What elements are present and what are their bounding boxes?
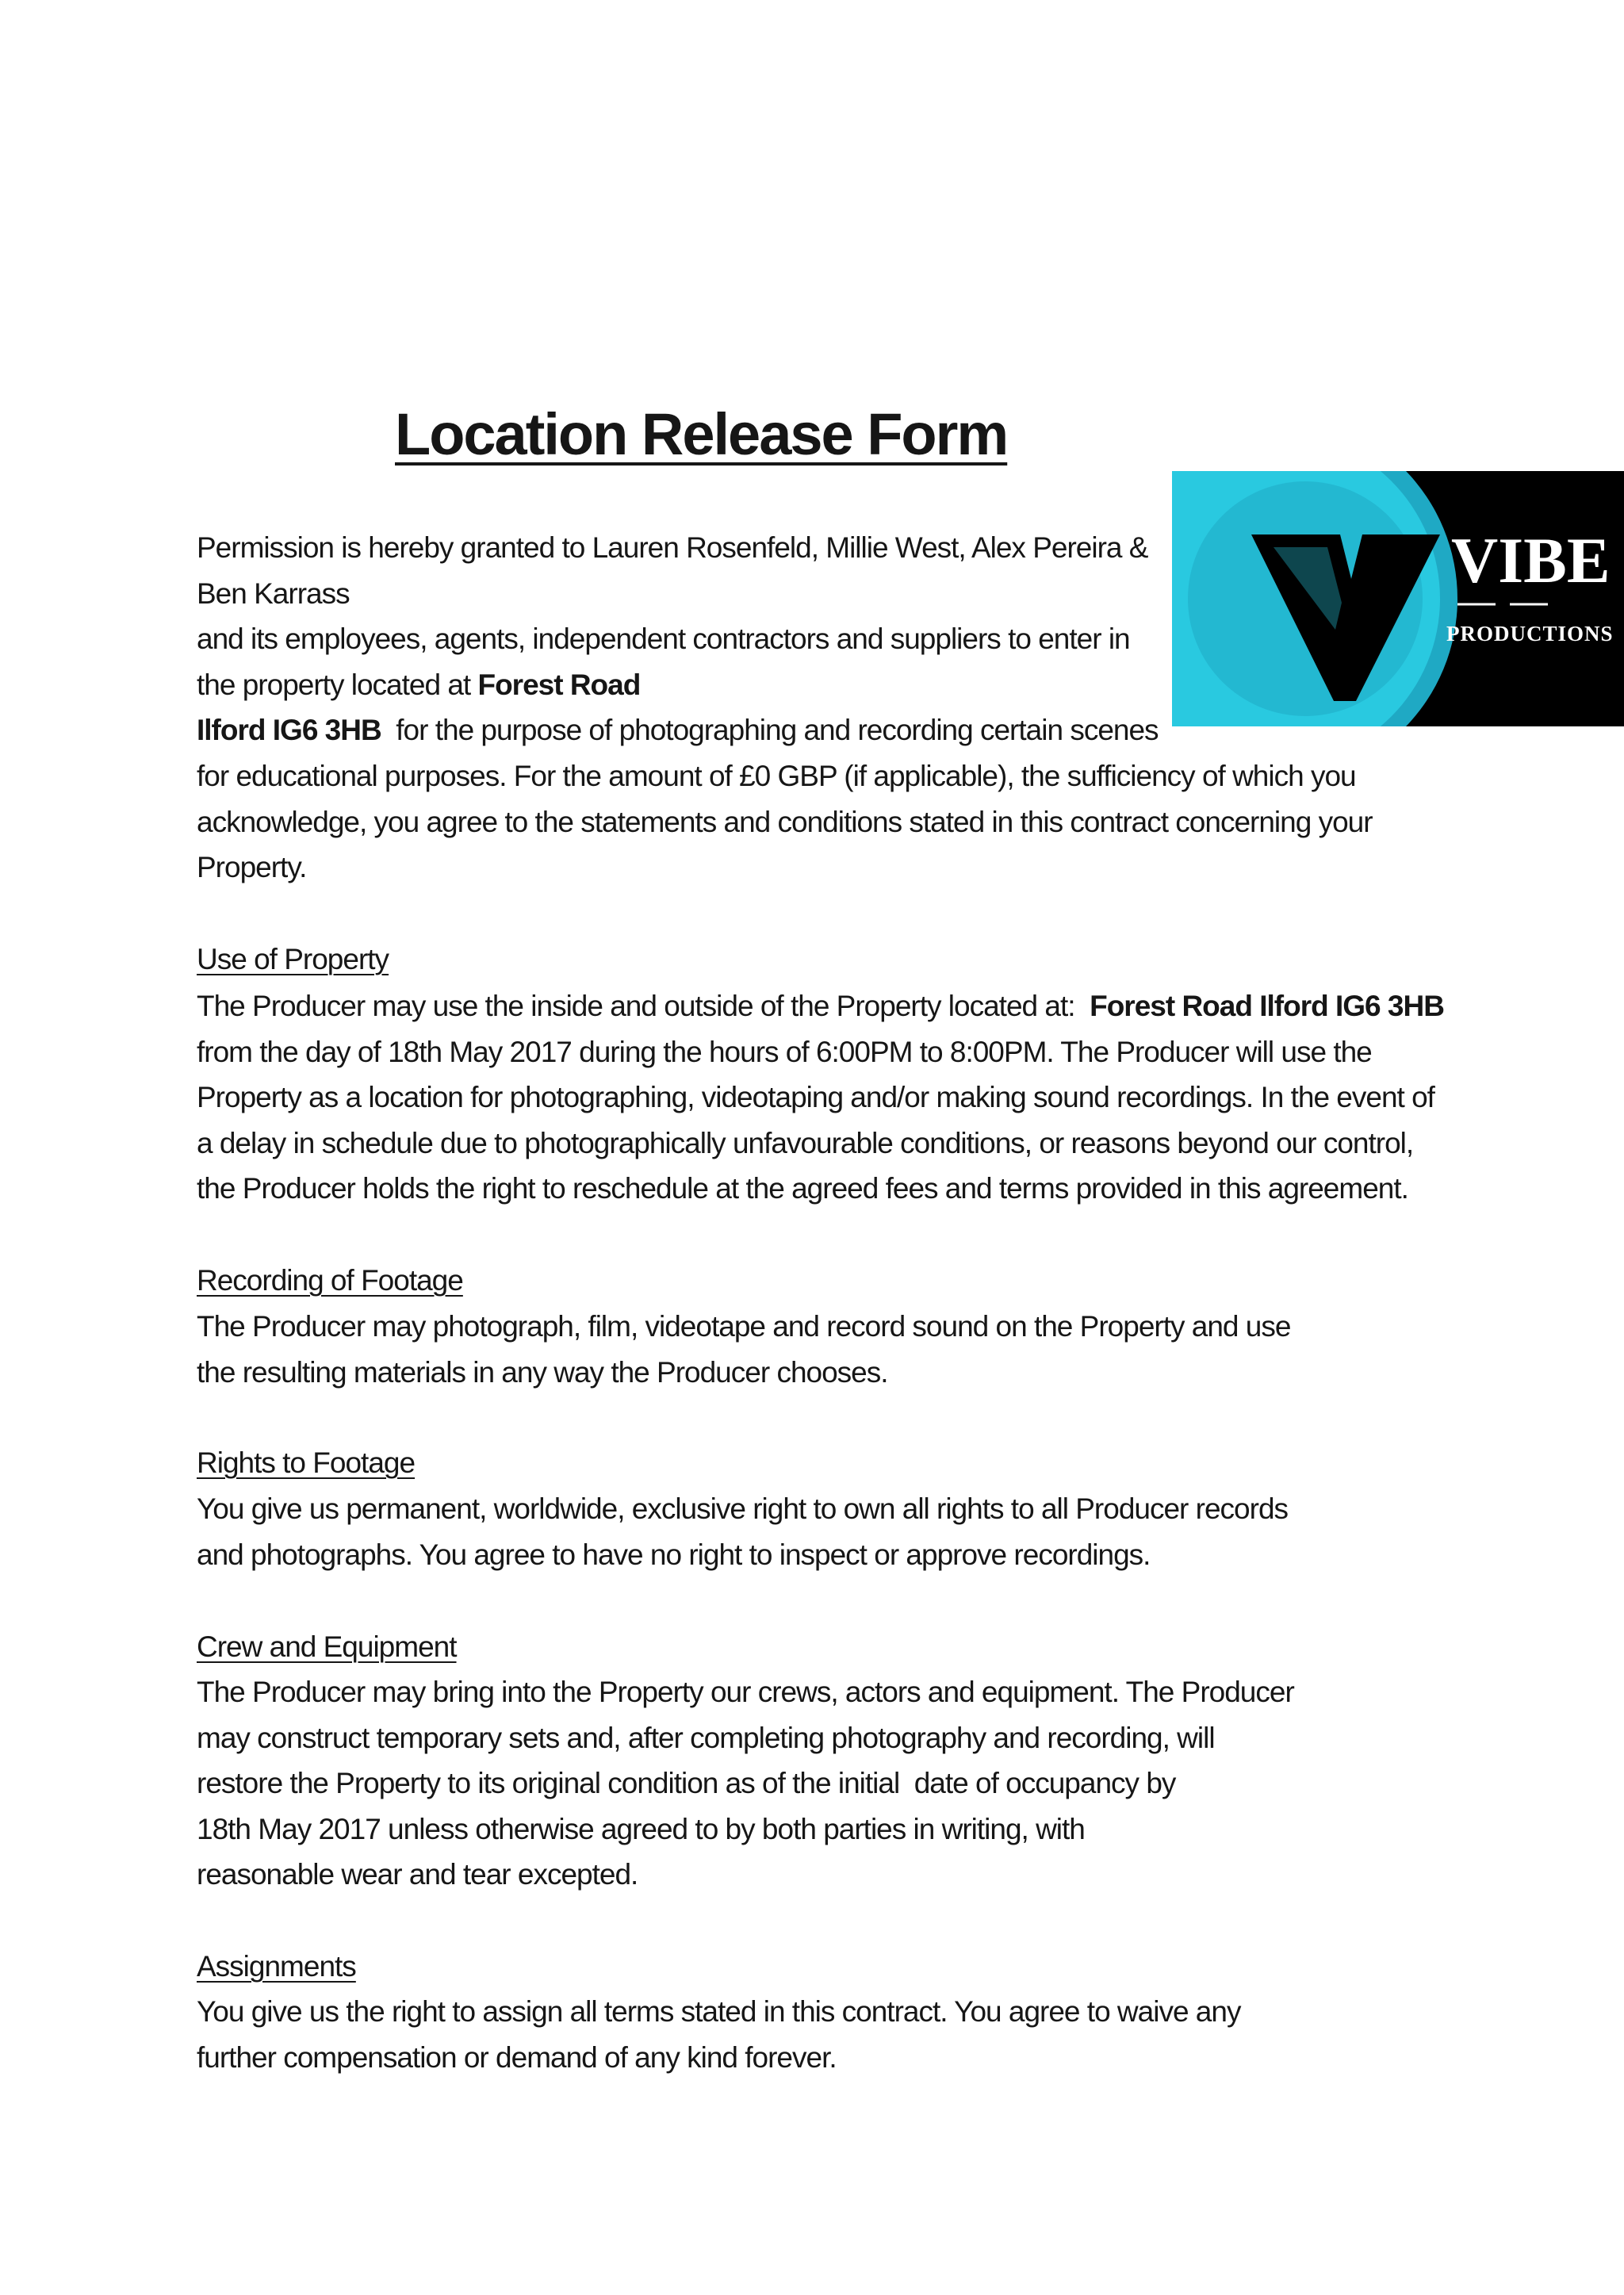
use-of-property-paragraph xyxy=(197,983,1444,1212)
intro-line xyxy=(197,707,1373,753)
intro-text: for the purpose of photographing and recording certain scenes xyxy=(381,714,1159,747)
intro-line: for educational purposes. For the amount of £0 GBP (if applicable), the sufficiency of which you xyxy=(197,759,1356,792)
paragraph-line: The Producer may bring into the Property our crews, actors and equipment. The Producer xyxy=(197,1676,1294,1708)
logo-tagline-text: PRODUCTIONS xyxy=(1446,622,1614,646)
paragraph-line: restore the Property to its original condition as of the initial date of occupancy by xyxy=(197,1767,1176,1800)
section-heading-use-of-property: Use of Property xyxy=(197,943,389,975)
paragraph-line: The Producer may photograph, film, videotape and record sound on the Property and use xyxy=(197,1310,1291,1343)
intro-line: acknowledge, you agree to the statements and conditions stated in this contract concerning your xyxy=(197,805,1373,838)
intro-text: the property located at xyxy=(197,668,478,701)
intro-line: Property. xyxy=(197,851,307,884)
section-heading-assignments: Assignments xyxy=(197,1950,356,1983)
section-heading-crew-and-equipment: Crew and Equipment xyxy=(197,1630,457,1663)
section-heading-rights-to-footage: Rights to Footage xyxy=(197,1446,416,1479)
address-bold: Ilford IG6 3HB xyxy=(197,714,381,747)
paragraph-line xyxy=(197,983,1444,1029)
intro-line: Permission is hereby granted to Lauren Rosenfeld, Millie West, Alex Pereira & xyxy=(197,531,1148,564)
paragraph-line: and photographs. You agree to have no right to inspect or approve recordings. xyxy=(197,1538,1151,1571)
paragraph-line: 18th May 2017 unless otherwise agreed to by both parties in writing, with xyxy=(197,1812,1085,1845)
logo-brand-text: VIBE xyxy=(1451,524,1611,596)
paragraph-line: may construct temporary sets and, after completing photography and recording, will xyxy=(197,1721,1215,1754)
intro-line: Ben Karrass xyxy=(197,577,350,610)
assignments-paragraph xyxy=(197,1989,1240,2080)
address-bold: Forest Road Ilford IG6 3HB xyxy=(1090,990,1444,1022)
paragraph-line: a delay in schedule due to photographically unfavourable conditions, or reasons beyond our control, xyxy=(197,1126,1414,1159)
paragraph-text: The Producer may use the inside and outside of the Property located at: xyxy=(197,990,1090,1022)
paragraph-line: the resulting materials in any way the Producer chooses. xyxy=(197,1355,888,1389)
crew-and-equipment-paragraph xyxy=(197,1669,1294,1898)
paragraph-line: You give us permanent, worldwide, exclusive right to own all rights to all Producer records xyxy=(197,1492,1289,1525)
recording-of-footage-paragraph xyxy=(197,1304,1290,1395)
rights-to-footage-paragraph xyxy=(197,1486,1288,1577)
intro-paragraph xyxy=(197,525,1373,891)
paragraph-line: Property as a location for photographing, videotaping and/or making sound recordings. In the event of xyxy=(197,1081,1434,1114)
intro-line xyxy=(197,662,1373,708)
paragraph-line: further compensation or demand of any kind forever. xyxy=(197,2040,837,2074)
section-heading-recording-of-footage: Recording of Footage xyxy=(197,1264,463,1297)
intro-line: and its employees, agents, independent contractors and suppliers to enter in xyxy=(197,623,1130,656)
address-bold: Forest Road xyxy=(477,668,641,701)
paragraph-line: the Producer holds the right to reschedule at the agreed fees and terms provided in this agreement. xyxy=(197,1172,1408,1205)
paragraph-line: from the day of 18th May 2017 during the hours of 6:00PM to 8:00PM. The Producer will use the xyxy=(197,1035,1372,1068)
paragraph-line: reasonable wear and tear excepted. xyxy=(197,1858,638,1891)
page-title: Location Release Form xyxy=(395,401,1008,467)
paragraph-line: You give us the right to assign all terms stated in this contract. You agree to waive any xyxy=(197,1995,1241,2028)
